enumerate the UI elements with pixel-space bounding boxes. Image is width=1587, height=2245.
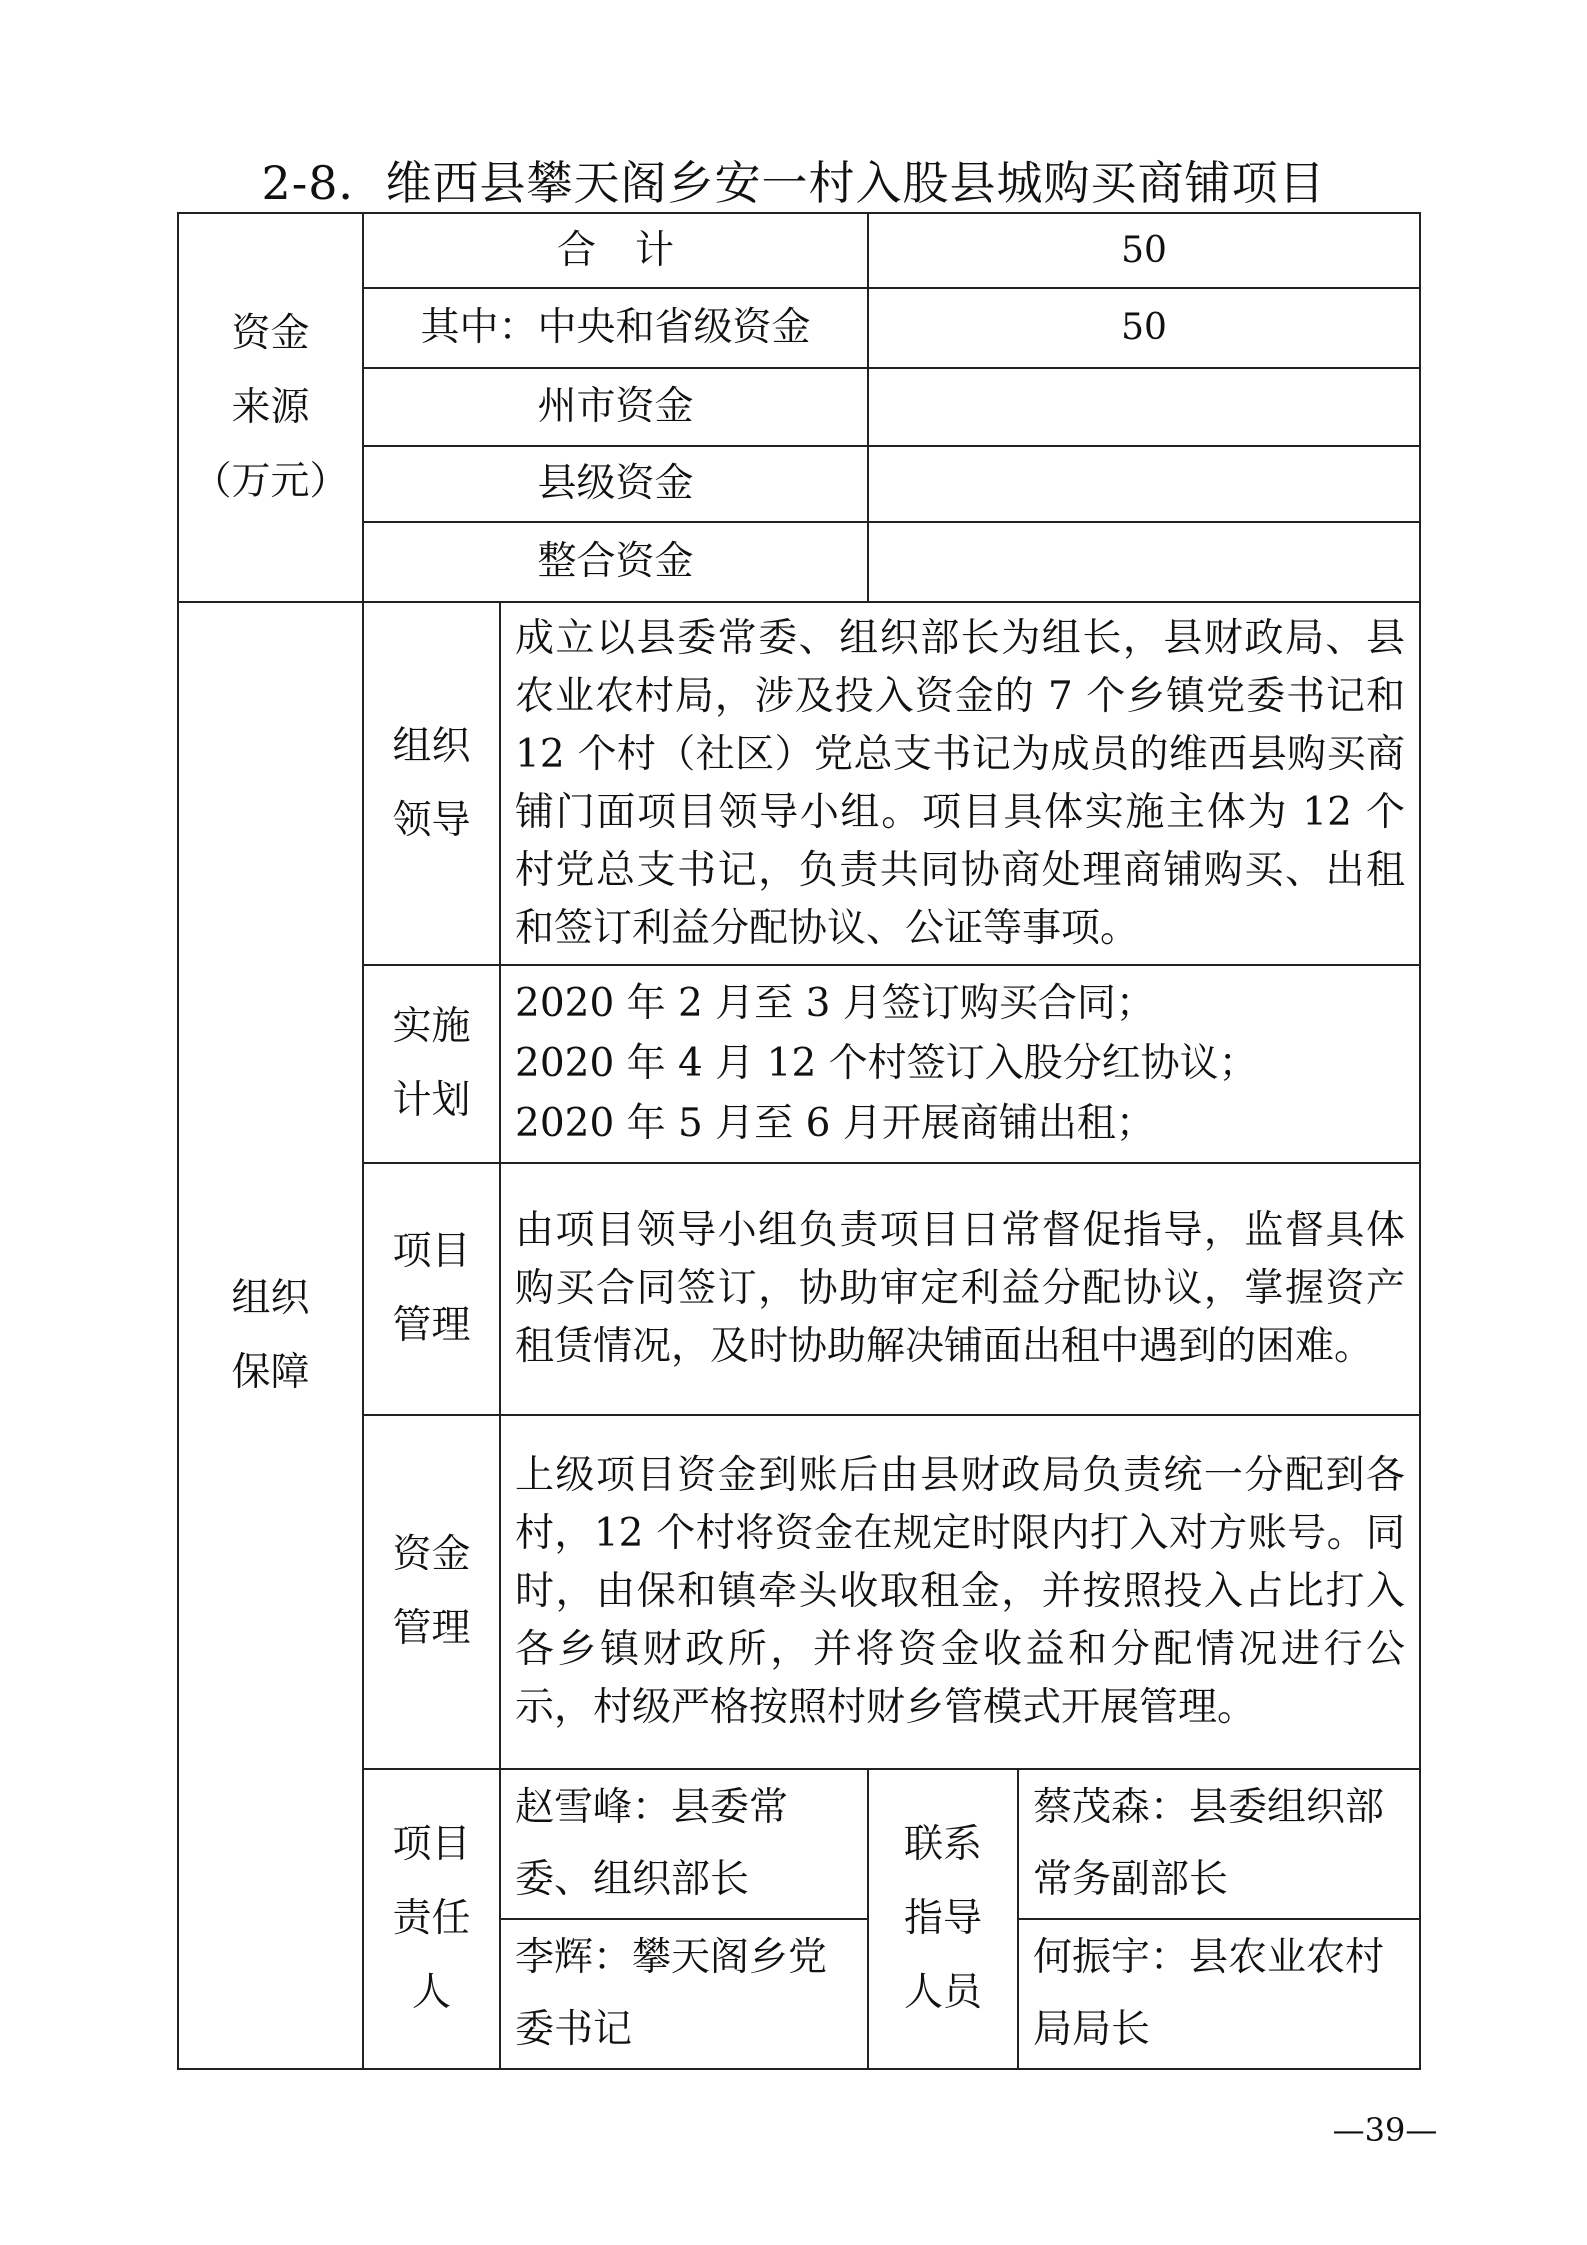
page-number: —39— [1332,2111,1438,2149]
funding-central-value: 50 [868,288,1420,368]
plan-line: 2020 年 5 月至 6 月开展商铺出租； [515,1101,1155,1146]
funding-row-integrated [178,522,1420,602]
funding-total-label: 合 计 [363,213,868,288]
liaison-label: 联系 指导 人员 [868,1769,1018,2069]
funding-row-county [178,446,1420,522]
liaison-person-1: 蔡茂森：县委组织部常务副部长 [1018,1769,1420,1919]
responsible-person-1: 赵雪峰：县委常委、组织部长 [500,1769,868,1919]
management-row [178,1163,1420,1415]
funding-county-value [868,446,1420,522]
responsible-person-2: 李辉：攀天阁乡党委书记 [500,1919,868,2069]
plan-line: 2020 年 2 月至 3 月签订购买合同； [515,981,1155,1026]
leadership-row [178,602,1420,965]
responsible-row-1 [178,1769,1420,1919]
funding-total-value: 50 [868,213,1420,288]
leadership-label: 组织 领导 [363,602,500,965]
leadership-text: 成立以县委常委、组织部长为组长，县财政局、县农业农村局，涉及投入资金的 7 个乡镇党委书记和 12 个村（社区）党总支书记为成员的维西县购买商铺门面项目领导小组。项目具体实施主体为 12 个村党总支书记，负责共同协商处理商铺购买、出租和签订利益分配协议、公证等事项。 [500,602,1420,965]
fund-management-text: 上级项目资金到账后由县财政局负责统一分配到各村，12 个村将资金在规定时限内打入对方账号。同时，由保和镇牵头收取租金，并按照投入占比打入各乡镇财政所，并将资金收益和分配情况进行公示，村级严格按照村财乡管模式开展管理。 [500,1415,1420,1769]
fund-management-label: 资金 管理 [363,1415,500,1769]
funding-prefecture-value [868,368,1420,446]
plan-text [500,965,1420,1163]
funding-source-label: 资金 来源 （万元） [178,213,363,602]
funding-row-total [178,213,1420,288]
guarantee-label: 组织 保障 [178,602,363,2069]
page-title: 2-8．维西县攀天阁乡安一村入股县城购买商铺项目 [261,156,1326,210]
responsible-label: 项目 责任 人 [363,1769,500,2069]
liaison-person-2: 何振宇：县农业农村局局长 [1018,1919,1420,2069]
funding-row-central [178,288,1420,368]
management-label: 项目 管理 [363,1163,500,1415]
plan-row [178,965,1420,1163]
fund-management-row [178,1415,1420,1769]
plan-line: 2020 年 4 月 12 个村签订入股分红协议； [515,1041,1258,1086]
plan-label: 实施 计划 [363,965,500,1163]
funding-integrated-value [868,522,1420,602]
funding-row-prefecture [178,368,1420,446]
funding-central-label: 其中：中央和省级资金 [363,288,868,368]
management-text: 由项目领导小组负责项目日常督促指导，监督具体购买合同签订，协助审定利益分配协议，掌握资产租赁情况，及时协助解决铺面出租中遇到的困难。 [500,1163,1420,1415]
funding-county-label: 县级资金 [363,446,868,522]
funding-prefecture-label: 州市资金 [363,368,868,446]
funding-integrated-label: 整合资金 [363,522,868,602]
project-table [177,212,1421,2070]
